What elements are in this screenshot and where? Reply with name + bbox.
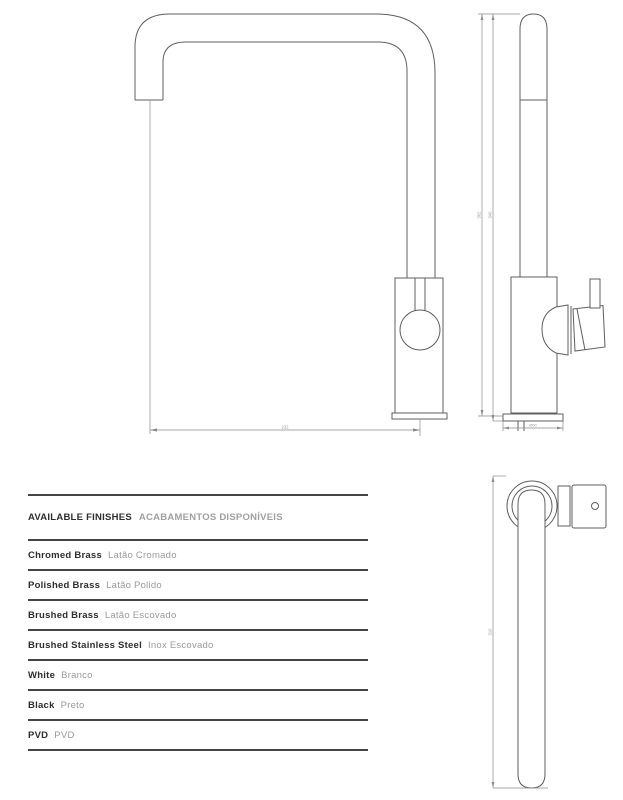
- finish-row-pvd: [28, 719, 368, 749]
- available-finishes-table: [28, 494, 368, 751]
- dimension-label-side-spout-height: 340: [487, 211, 493, 219]
- plan-handle-grip: [572, 485, 606, 528]
- finish-name-pt: Branco: [61, 669, 93, 681]
- finish-row-black: [28, 689, 368, 719]
- finish-name-pt: PVD: [54, 729, 75, 741]
- dim-arrow: [481, 14, 484, 20]
- plan-spout-tube: [518, 490, 545, 788]
- dim-arrow: [492, 782, 495, 788]
- finish-name-pt: Latão Escovado: [104, 609, 177, 621]
- spout-outer-outline: [135, 14, 435, 278]
- finish-row-white: [28, 659, 368, 689]
- finishes-bottom-rule: [28, 749, 368, 751]
- finish-name-pt: Latão Cromado: [108, 549, 177, 561]
- plan-view: [507, 481, 606, 788]
- finish-name-en: White: [28, 669, 56, 681]
- finish-name-en: Black: [28, 699, 55, 711]
- finishes-header-pt: ACABAMENTOS DISPONÍVEIS: [138, 512, 283, 523]
- finish-row-chromed-brass: [28, 539, 368, 569]
- side-elevation-view: [503, 14, 605, 431]
- finish-name-pt: Inox Escovado: [147, 639, 214, 651]
- finish-name-en: Brushed Stainless Steel: [28, 639, 142, 651]
- finish-name-en: Brushed Brass: [28, 609, 99, 621]
- finish-name-en: Polished Brass: [28, 579, 101, 591]
- spout-inner-outline: [163, 42, 407, 278]
- dim-arrow: [492, 476, 495, 482]
- finish-name-pt: Preto: [60, 699, 85, 711]
- handle-knob: [400, 310, 440, 350]
- dim-arrow: [503, 427, 509, 430]
- side-lever-stub: [590, 279, 600, 308]
- finish-name-en: Chromed Brass: [28, 549, 102, 561]
- dimension-label-side-total-height: 362: [476, 211, 482, 219]
- dimension-label-plan-length: 310: [487, 628, 493, 636]
- front-elevation-view: [135, 14, 447, 419]
- dim-arrow: [150, 428, 157, 431]
- front-width-dimension: [150, 100, 420, 436]
- side-shank: [518, 421, 524, 431]
- finishes-header-en: AVAILABLE FINISHES: [28, 512, 132, 523]
- base-plate-front: [392, 413, 447, 419]
- finish-row-brushed-stainless-steel: [28, 629, 368, 659]
- finishes-header: [28, 494, 368, 539]
- plan-handle-collar: [558, 486, 570, 526]
- dimension-label-base-diameter: Ø50: [529, 422, 537, 428]
- dimension-label-front-width: 232: [281, 424, 289, 430]
- dim-arrow: [492, 415, 495, 421]
- dim-arrow: [413, 428, 420, 431]
- side-base-plate: [503, 414, 563, 421]
- dim-arrow: [492, 14, 495, 20]
- dim-arrow: [481, 410, 484, 416]
- side-spout-profile: [520, 14, 547, 277]
- finish-row-brushed-brass: [28, 599, 368, 629]
- dim-arrow: [557, 427, 563, 430]
- finish-name-pt: Latão Polido: [106, 579, 162, 591]
- finish-name-en: PVD: [28, 729, 49, 741]
- finish-row-polished-brass: [28, 569, 368, 599]
